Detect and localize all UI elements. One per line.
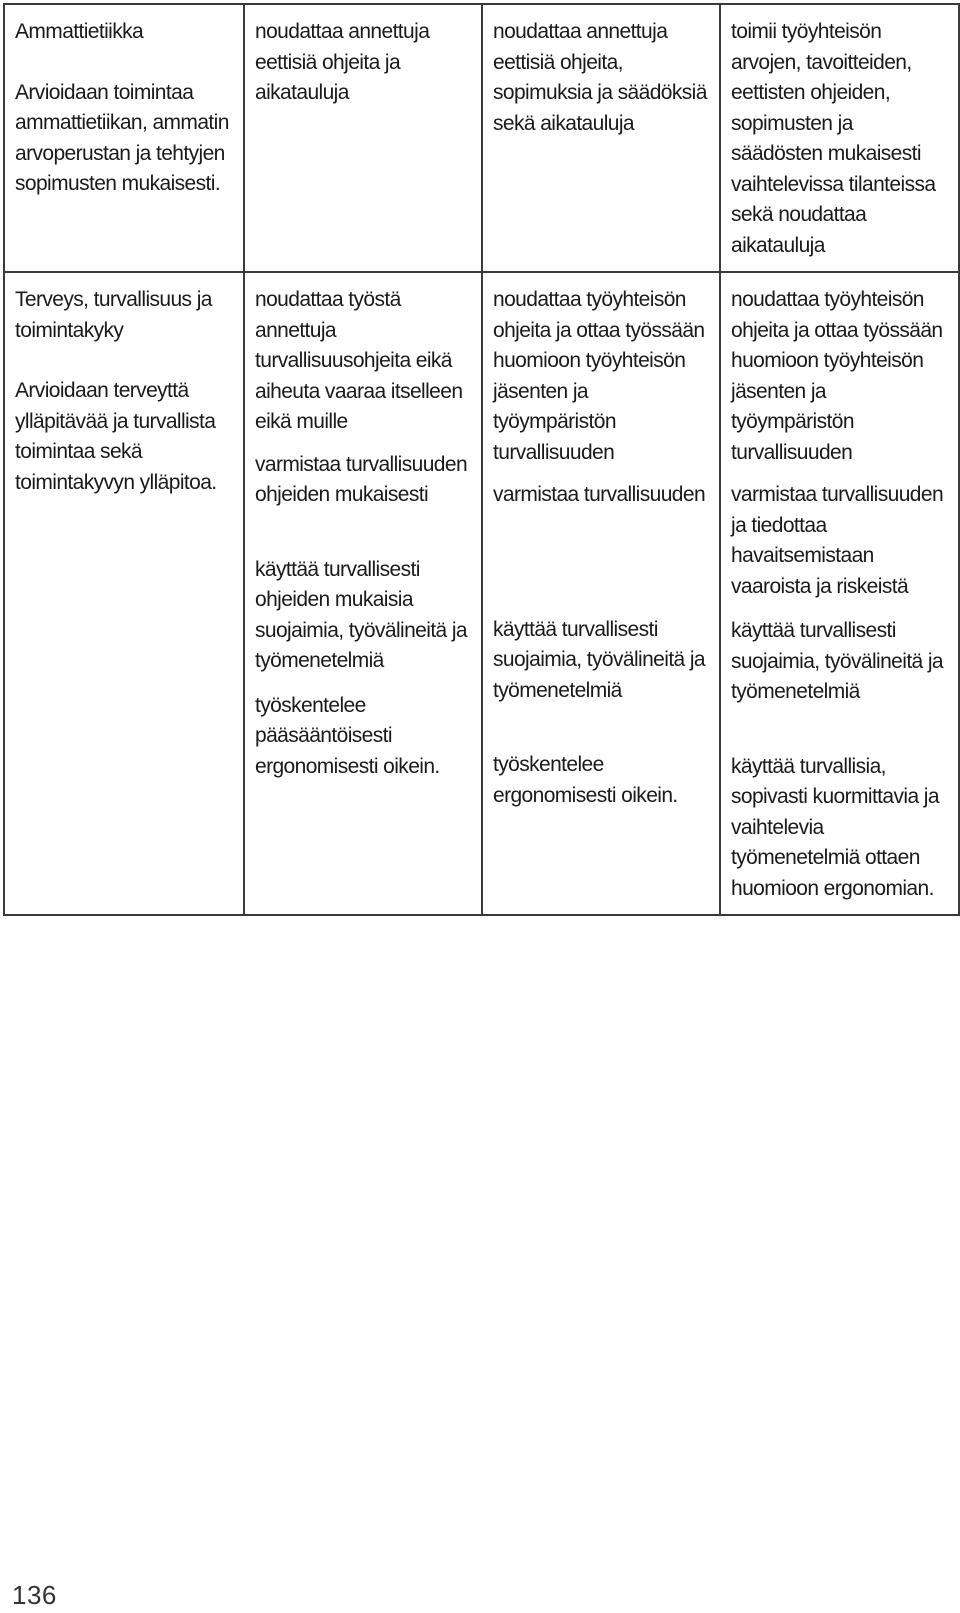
level-cell <box>720 4 959 272</box>
page-number: 136 <box>12 1580 57 1610</box>
criterion-title: Ammattietiikka <box>15 20 144 43</box>
level-text: noudattaa annettuja eettisiä ohjeita ja aikatauluja <box>255 20 430 104</box>
criterion-cell <box>4 4 244 272</box>
criterion-cell <box>4 272 244 915</box>
criterion-description: Arvioidaan terveyttä ylläpitävää ja turvallista toimintaa sekä toimintakyvyn ylläpitoa. <box>15 379 217 494</box>
level-text: työskentelee ergonomisesti oikein. <box>493 753 678 807</box>
level-cell <box>720 272 959 915</box>
criterion-title: Terveys, turvallisuus ja toimintakyky <box>15 288 212 342</box>
assessment-criteria-table <box>3 3 960 916</box>
level-text: varmistaa turvallisuuden ohjeiden mukaisesti <box>255 452 468 506</box>
level-cell <box>482 4 720 272</box>
level-text: varmistaa turvallisuuden <box>493 483 706 506</box>
level-cell <box>244 4 482 272</box>
level-text: toimii työyhteisön arvojen, tavoitteiden, eettisten ohjeiden, sopimusten ja säädösten mukaisesti vaihtelevissa tilanteissa sekä noudattaa aikatauluja <box>731 20 936 257</box>
level-text: käyttää turvallisesti ohjeiden mukaisia suojaimia, työvälineitä ja työmenetelmiä <box>255 557 468 672</box>
level-text: noudattaa annettuja eettisiä ohjeita, sopimuksia ja säädöksiä sekä aikatauluja <box>493 20 707 135</box>
level-text: työskentelee pääsääntöisesti ergonomisesti oikein. <box>255 693 440 778</box>
table-row <box>4 4 959 272</box>
level-text: noudattaa työyhteisön ohjeita ja ottaa työssään huomioon työyhteisön jäsenten ja työympäristön turvallisuuden <box>493 288 705 464</box>
level-text: noudattaa työyhteisön ohjeita ja ottaa työssään huomioon työyhteisön jäsenten ja työympäristön turvallisuuden <box>731 288 943 464</box>
level-text: noudattaa työstä annettuja turvallisuusohjeita eikä aiheuta vaaraa itselleen eikä muille <box>255 288 463 433</box>
level-cell <box>244 272 482 915</box>
level-text: varmistaa turvallisuuden ja tiedottaa havaitsemistaan vaaroista ja riskeistä <box>731 483 944 598</box>
table-row <box>4 272 959 915</box>
level-cell <box>482 272 720 915</box>
criterion-description: Arvioidaan toimintaa ammattietiikan, ammatin arvoperustan ja tehtyjen sopimusten mukaisesti. <box>15 80 229 195</box>
level-text: käyttää turvallisesti suojaimia, työvälineitä ja työmenetelmiä <box>493 617 706 702</box>
level-text: käyttää turvallisia, sopivasti kuormittavia ja vaihtelevia työmenetelmiä ottaen huomioon ergonomian. <box>731 754 939 900</box>
level-text: käyttää turvallisesti suojaimia, työvälineitä ja työmenetelmiä <box>731 619 944 703</box>
